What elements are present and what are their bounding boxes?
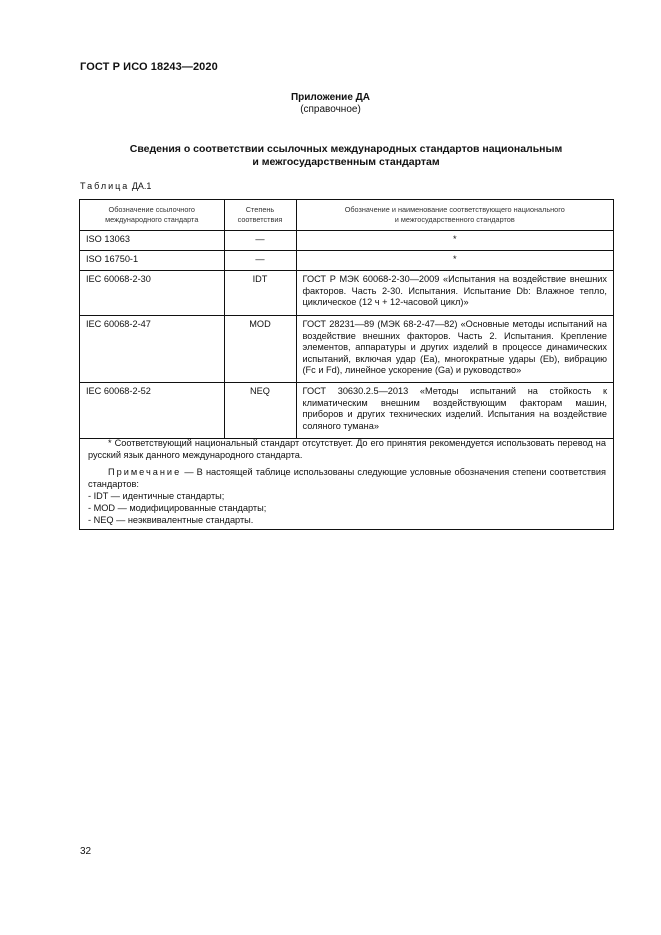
cell-international-standard: IEC 60068-2-30 bbox=[80, 271, 224, 316]
cell-international-standard: ISO 16750-1 bbox=[80, 251, 224, 271]
standards-table bbox=[80, 200, 613, 439]
cell-degree: NEQ bbox=[224, 383, 296, 439]
document-title-line-1: Сведения о соответствии ссылочных международных стандартов национальным bbox=[129, 143, 563, 155]
table-row bbox=[80, 271, 613, 316]
table-note bbox=[88, 466, 606, 490]
cell-international-standard: IEC 60068-2-52 bbox=[80, 383, 224, 439]
cell-degree: IDT bbox=[224, 271, 296, 316]
header-degree-of-conformity: Степень соответствия bbox=[224, 200, 296, 231]
cell-national-standard: * bbox=[296, 231, 613, 251]
cell-national-standard: ГОСТ 30630.2.5—2013 «Методы испытаний на стойкость к климатическим внешним воздействующим факторам машин, приборов и других технических изделий. Испытания на воздействие соляного тумана» bbox=[296, 383, 613, 439]
page-number: 32 bbox=[80, 846, 92, 857]
table-notes bbox=[80, 431, 613, 526]
table-footnote: * Соответствующий национальный стандарт отсутствует. До его принятия рекомендуется использовать перевод на русский язык данного международного стандарта. bbox=[88, 438, 606, 460]
note-list-item: - NEQ — неэквивалентные стандарты. bbox=[88, 515, 254, 525]
table-caption bbox=[80, 181, 151, 191]
note-list-item: - MOD — модифицированные стандарты; bbox=[88, 503, 267, 513]
cell-national-standard: ГОСТ 28231—89 (МЭК 68-2-47—82) «Основные методы испытаний на воздействие внешних факторов. Часть 2. Испытания. Крепление элементов, аппаратуры и других изделий в процессе динамических испытаний, включая удар (Ea), многократные удары (Eb), вибрацию (Fc и Fd), линейное ускорение (Ga) и руководство» bbox=[296, 316, 613, 383]
document-code-header: ГОСТ Р ИСО 18243—2020 bbox=[80, 61, 218, 73]
standards-table-frame bbox=[79, 199, 614, 530]
header-international-standard: Обозначение ссылочного международного стандарта bbox=[80, 200, 224, 231]
document-title bbox=[90, 143, 602, 169]
note-label: Примечание bbox=[108, 467, 182, 477]
table-header-row bbox=[80, 200, 613, 231]
table-row bbox=[80, 251, 613, 271]
cell-international-standard: ISO 13063 bbox=[80, 231, 224, 251]
table-caption-number: ДА.1 bbox=[131, 181, 152, 191]
note-text: — В настоящей таблице использованы следующие условные обозначения степени соответствия стандартов: bbox=[88, 467, 606, 489]
header-national-standard: Обозначение и наименование соответствующего национального и межгосударственного стандартов bbox=[296, 200, 613, 231]
document-title-line-2: и межгосударственным стандартам bbox=[252, 156, 440, 168]
appendix-heading bbox=[0, 92, 661, 116]
table-row bbox=[80, 316, 613, 383]
cell-degree: — bbox=[224, 251, 296, 271]
cell-degree: — bbox=[224, 231, 296, 251]
cell-national-standard: ГОСТ Р МЭК 60068-2-30—2009 «Испытания на воздействие внешних факторов. Часть 2-30. Испытания. Испытание Db: Влажное тепло, циклическое (12 ч + 12-часовой цикл)» bbox=[296, 271, 613, 316]
table-caption-word: Таблица bbox=[80, 181, 130, 191]
cell-degree: MOD bbox=[224, 316, 296, 383]
cell-international-standard: IEC 60068-2-47 bbox=[80, 316, 224, 383]
table-row bbox=[80, 231, 613, 251]
note-list-item: - IDT — идентичные стандарты; bbox=[88, 491, 225, 501]
cell-national-standard: * bbox=[296, 251, 613, 271]
appendix-title: Приложение ДА bbox=[290, 92, 371, 103]
appendix-subtitle: (справочное) bbox=[300, 104, 361, 115]
